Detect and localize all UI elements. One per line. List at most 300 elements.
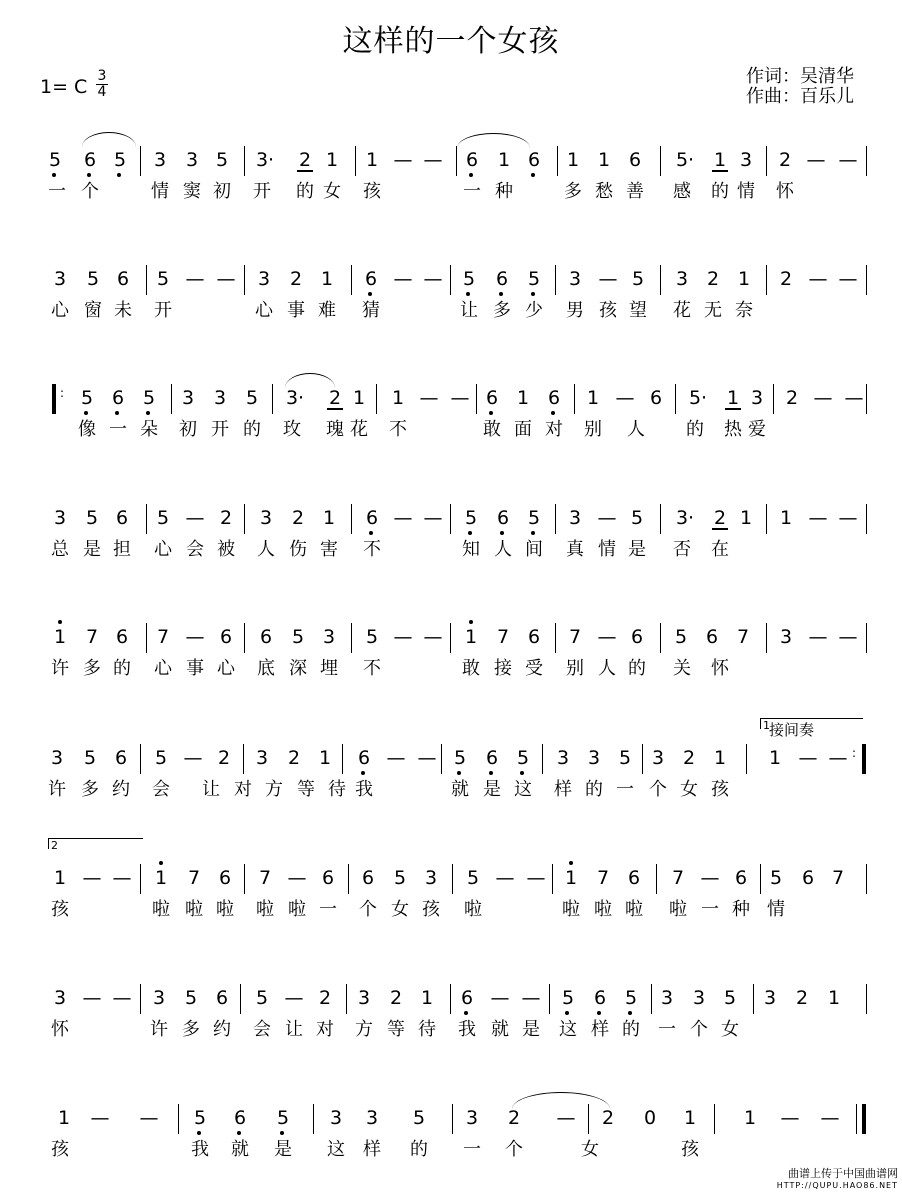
bar-line — [244, 623, 245, 653]
note — [77, 387, 97, 409]
lyric-syllable: 一 — [109, 419, 127, 440]
note-digit: 5 — [675, 149, 689, 171]
note — [417, 987, 437, 1009]
lyric-syllable: 朵 — [140, 419, 158, 440]
note-digit: 3 — [675, 507, 689, 529]
high-octave-dot — [469, 620, 473, 624]
note — [362, 626, 382, 648]
note — [792, 987, 812, 1009]
note-digit: 6 — [593, 987, 607, 1009]
note — [492, 268, 512, 290]
note-digit: — — [490, 987, 510, 1009]
note-digit: 2 — [778, 149, 792, 171]
note-digit: 6 — [115, 626, 129, 648]
bar-line — [557, 146, 558, 176]
note-digit: 3 — [568, 507, 582, 529]
note-digit: 5 — [393, 867, 407, 889]
lyric-syllable: 多 — [493, 300, 511, 321]
note-digit: — — [393, 507, 413, 529]
lyric-syllable: 会 — [186, 539, 204, 560]
note-digit: — — [597, 626, 617, 648]
note — [584, 747, 604, 769]
lyric-syllable: 男 — [566, 300, 584, 321]
augmentation-dot: · — [268, 149, 275, 171]
note — [54, 1107, 74, 1129]
lyric-syllable: 担 — [113, 539, 131, 560]
note — [393, 268, 413, 290]
note-digit: 5 — [516, 747, 530, 769]
note — [648, 747, 668, 769]
note — [450, 387, 470, 409]
lyric-syllable: 开 — [253, 181, 271, 202]
slur-tie — [512, 1092, 610, 1109]
note-digit: 2 — [706, 268, 720, 290]
lyric-syllable: 一 — [701, 899, 719, 920]
lyricist-credit: 作词：吴清华 — [746, 66, 854, 87]
note — [423, 268, 443, 290]
note-digit: 6 — [705, 626, 719, 648]
note-digit: 6 — [111, 387, 125, 409]
note — [178, 387, 198, 409]
bar-line — [313, 1104, 314, 1134]
lyric-syllable: 多 — [83, 658, 101, 679]
note-digit: 5 — [462, 268, 476, 290]
note-digit: 5 — [618, 747, 632, 769]
note-digit: 2 — [389, 987, 403, 1009]
note-digit: 6 — [460, 987, 474, 1009]
bar-line — [342, 744, 343, 774]
lyric-syllable: 多 — [81, 779, 99, 800]
lyric-syllable: 开 — [154, 300, 172, 321]
lyric-syllable: 方 — [265, 779, 283, 800]
note — [597, 507, 617, 529]
lyric-syllable: 我 — [191, 1139, 209, 1160]
lyric-syllable: 啦 — [216, 899, 234, 920]
note-digit: 5 — [276, 1107, 290, 1129]
note-digit: 5 — [215, 149, 229, 171]
lyric-syllable: 一 — [658, 1019, 676, 1040]
lyric-syllable: 接 — [494, 658, 512, 679]
note — [544, 387, 564, 409]
note-digit: 5 — [561, 987, 575, 1009]
note-digit: 1 — [713, 747, 727, 769]
note — [734, 268, 754, 290]
note-digit: 6 — [114, 747, 128, 769]
lyric-syllable: 是 — [628, 539, 646, 560]
lyric-syllable: 是 — [483, 779, 501, 800]
note-digit: — — [386, 747, 406, 769]
repeat-start-bar — [52, 384, 56, 414]
note-digit: 5 — [674, 626, 688, 648]
note-digit: 5 — [80, 387, 94, 409]
bar-line — [355, 146, 356, 176]
lyric-syllable: 一 — [319, 899, 337, 920]
note — [524, 268, 544, 290]
lyric-syllable: 总 — [51, 539, 69, 560]
note-digit: 5 — [769, 867, 783, 889]
note — [423, 507, 443, 529]
note-digit: 5 — [48, 149, 62, 171]
note — [672, 268, 692, 290]
note — [110, 149, 130, 171]
bar-line — [866, 864, 867, 894]
note — [151, 867, 171, 889]
lyric-syllable: 初 — [213, 181, 231, 202]
note — [82, 867, 102, 889]
note — [838, 626, 858, 648]
note-digit: 1 — [597, 149, 611, 171]
bar-line — [450, 265, 451, 295]
note — [184, 867, 204, 889]
lyric-syllable: 一 — [463, 181, 481, 202]
time-signature-bottom: 4 — [97, 84, 107, 100]
note-digit: 6 — [527, 149, 541, 171]
note — [668, 867, 688, 889]
note — [325, 387, 345, 409]
note — [215, 867, 235, 889]
note — [113, 268, 133, 290]
lyric-syllable: 方 — [355, 1019, 373, 1040]
note-digit: 6 — [364, 268, 378, 290]
note-digit: 3 — [750, 387, 764, 409]
staff-row — [0, 387, 902, 478]
note-digit: — — [183, 747, 203, 769]
note-digit: — — [419, 387, 439, 409]
note-digit: 6 — [485, 387, 499, 409]
bar-line — [656, 864, 657, 894]
lyric-syllable: 个 — [81, 181, 99, 202]
note-digit: 5 — [464, 507, 478, 529]
note — [318, 867, 338, 889]
lyric-syllable: 关 — [673, 658, 691, 679]
note-digit: 6 — [527, 626, 541, 648]
bar-line — [140, 864, 141, 894]
bar-line — [243, 744, 244, 774]
eighth-underline — [725, 408, 741, 410]
staff-row — [0, 626, 902, 717]
lyric-syllable: 我 — [458, 1019, 476, 1040]
lyric-syllable: 瑰 — [326, 419, 344, 440]
augmentation-dot: · — [298, 387, 305, 409]
note-digit: 5 — [631, 268, 645, 290]
note-digit: 2 — [291, 507, 305, 529]
note — [679, 747, 699, 769]
lyric-syllable: 啦 — [256, 899, 274, 920]
note-digit: — — [820, 1107, 840, 1129]
note-digit: 3 — [257, 268, 271, 290]
lyric-syllable: 心 — [217, 658, 235, 679]
note-digit: 3 — [365, 1107, 379, 1129]
lyric-syllable: 一 — [616, 779, 634, 800]
note-digit: 6 — [115, 507, 129, 529]
note — [83, 268, 103, 290]
lyric-syllable: 就 — [451, 779, 469, 800]
note-digit: 3 — [587, 747, 601, 769]
note-digit: 6 — [496, 507, 510, 529]
lyric-syllable: 人 — [494, 539, 512, 560]
note-digit: 1 — [391, 387, 405, 409]
note-digit: 6 — [259, 626, 273, 648]
note — [808, 507, 828, 529]
note-digit: 3 — [153, 149, 167, 171]
note-digit: 1 — [779, 507, 793, 529]
note-digit: — — [393, 149, 413, 171]
bar-line — [866, 384, 867, 414]
note — [504, 1107, 524, 1129]
note — [216, 507, 236, 529]
note — [733, 626, 753, 648]
note — [254, 268, 274, 290]
note-digit: 1 — [365, 149, 379, 171]
note — [185, 268, 205, 290]
note — [700, 867, 720, 889]
note — [80, 149, 100, 171]
note — [598, 1107, 618, 1129]
note — [495, 867, 515, 889]
note-digit: 3 — [424, 867, 438, 889]
note — [731, 867, 751, 889]
note-digit: 2 — [318, 987, 332, 1009]
note — [672, 149, 695, 171]
lyric-syllable: 孩 — [599, 300, 617, 321]
note-digit: 3 — [763, 987, 777, 1009]
note — [760, 987, 780, 1009]
bar-line — [766, 623, 767, 653]
lyric-syllable: 一 — [48, 181, 66, 202]
bar-line — [244, 146, 245, 176]
note-digit: — — [798, 747, 818, 769]
note-digit: 6 — [465, 149, 479, 171]
note — [710, 149, 730, 171]
note-digit: 3 — [779, 626, 793, 648]
note-digit: — — [90, 1107, 110, 1129]
lyric-syllable: 花 — [350, 419, 368, 440]
note — [252, 747, 272, 769]
bar-line — [555, 265, 556, 295]
lyric-syllable: 受 — [525, 658, 543, 679]
note-digit: — — [185, 507, 205, 529]
note — [50, 507, 70, 529]
note — [361, 268, 381, 290]
bar-line — [714, 1104, 715, 1134]
bar-line — [866, 623, 867, 653]
note — [524, 626, 544, 648]
note — [671, 626, 691, 648]
note-digit: 2 — [507, 1107, 521, 1129]
note-digit: 1 — [57, 1107, 71, 1129]
lyric-syllable: 的 — [243, 419, 261, 440]
lyric-syllable: 会 — [152, 779, 170, 800]
lyric-syllable: 许 — [51, 658, 69, 679]
note — [255, 867, 275, 889]
note — [112, 867, 132, 889]
note-digit: 3 — [651, 747, 665, 769]
bar-line — [476, 384, 477, 414]
lyric-syllable: 窗 — [84, 300, 102, 321]
note — [190, 1107, 210, 1129]
lyric-syllable: 啦 — [562, 899, 580, 920]
augmentation-dot: · — [688, 507, 695, 529]
lyric-syllable: 个 — [649, 779, 667, 800]
lyric-syllable: 等 — [297, 779, 315, 800]
note-digit: 1 — [352, 387, 366, 409]
volta-second — [48, 838, 143, 852]
note-digit: — — [838, 626, 858, 648]
eighth-underline — [297, 170, 313, 172]
lyric-syllable: 埋 — [320, 658, 338, 679]
note — [813, 387, 833, 409]
note-digit: 5 — [113, 149, 127, 171]
note — [90, 1107, 110, 1129]
note — [112, 507, 132, 529]
bar-line — [766, 146, 767, 176]
note-digit: 3 — [329, 1107, 343, 1129]
note — [390, 867, 410, 889]
bar-line — [746, 744, 747, 774]
lyric-syllable: 女 — [391, 899, 409, 920]
staff-row — [0, 507, 902, 598]
staff-row — [0, 149, 902, 240]
bar-line — [348, 864, 349, 894]
bar-line — [351, 623, 352, 653]
note — [181, 987, 201, 1009]
low-octave-dot — [531, 173, 535, 177]
note — [214, 747, 234, 769]
lyric-syllable: 少 — [525, 300, 543, 321]
note-digit: 5 — [142, 387, 156, 409]
lyric-syllable: 情 — [151, 181, 169, 202]
note — [493, 507, 513, 529]
lyric-syllable: 女 — [323, 181, 341, 202]
note — [50, 867, 70, 889]
lyric-syllable: 事 — [186, 658, 204, 679]
note — [561, 867, 581, 889]
bar-line — [675, 384, 676, 414]
note — [461, 626, 481, 648]
footer-url: HTTP://QUPU.HAO86.NET — [776, 1181, 898, 1190]
high-octave-dot — [58, 620, 62, 624]
note — [765, 747, 785, 769]
note-digit: 5 — [86, 268, 100, 290]
note-digit: — — [598, 268, 618, 290]
lyric-syllable: 是 — [522, 1019, 540, 1040]
lyric-syllable: 是 — [83, 539, 101, 560]
lyric-syllable: 女 — [680, 779, 698, 800]
lyric-syllable: 事 — [287, 300, 305, 321]
note — [680, 1107, 700, 1129]
note-digit: 2 — [328, 387, 342, 409]
bar-line — [642, 744, 643, 774]
lyric-syllable: 的 — [628, 658, 646, 679]
lyric-syllable: 许 — [48, 779, 66, 800]
note — [838, 149, 858, 171]
note — [689, 987, 709, 1009]
note — [583, 387, 603, 409]
note-digit: 3 — [739, 149, 753, 171]
lyric-syllable: 花 — [673, 300, 691, 321]
bar-line — [171, 384, 172, 414]
lyric-syllable: 个 — [359, 899, 377, 920]
note — [723, 387, 743, 409]
lyric-syllable: 的 — [622, 1019, 640, 1040]
note — [151, 747, 171, 769]
time-signature-top: 3 — [97, 68, 107, 84]
lyric-syllable: 啦 — [185, 899, 203, 920]
lyric-syllable: 孩 — [681, 1139, 699, 1160]
lyric-syllable: 不 — [363, 658, 381, 679]
note — [183, 747, 203, 769]
lyric-syllable: 在 — [711, 539, 729, 560]
note — [149, 987, 169, 1009]
note — [286, 268, 306, 290]
lyric-syllable: 让 — [202, 779, 220, 800]
note-digit: 5 — [85, 507, 99, 529]
note-digit: 5 — [193, 1107, 207, 1129]
note — [710, 747, 730, 769]
note-digit: 1 — [566, 149, 580, 171]
note — [615, 387, 635, 409]
note-digit: — — [806, 149, 826, 171]
note — [230, 1107, 250, 1129]
note — [315, 987, 335, 1009]
note — [702, 626, 722, 648]
note — [45, 149, 65, 171]
note-digit: 7 — [156, 626, 170, 648]
note-digit: — — [838, 268, 858, 290]
bar-line — [660, 146, 661, 176]
note-digit: 6 — [628, 149, 642, 171]
note — [672, 507, 695, 529]
volta-first-number: 1 — [763, 719, 770, 732]
lyric-syllable: 啦 — [288, 899, 306, 920]
note-digit: 3 — [152, 987, 166, 1009]
note — [256, 626, 276, 648]
note — [844, 387, 864, 409]
lyric-syllable: 孩 — [51, 1139, 69, 1160]
note-digit: — — [808, 626, 828, 648]
lyric-syllable: 的 — [113, 658, 131, 679]
note-digit: 5 — [624, 987, 638, 1009]
lyric-syllable: 这 — [514, 779, 532, 800]
note — [326, 1107, 346, 1129]
note-digit: 3 — [53, 507, 67, 529]
bar-line — [866, 504, 867, 534]
note-digit: 1 — [322, 507, 336, 529]
note-digit: 5 — [245, 387, 259, 409]
bar-line — [146, 504, 147, 534]
note — [736, 149, 756, 171]
bar-line — [450, 623, 451, 653]
note — [139, 387, 159, 409]
lyric-syllable: 难 — [318, 300, 336, 321]
note-digit: 7 — [258, 867, 272, 889]
lyric-syllable: 别 — [566, 658, 584, 679]
note — [362, 149, 382, 171]
note — [838, 507, 858, 529]
lyric-syllable: 感 — [673, 181, 691, 202]
lyric-syllable: 的 — [585, 779, 603, 800]
lyric-syllable: 啦 — [464, 899, 482, 920]
note — [315, 747, 335, 769]
lyric-syllable: 像 — [78, 419, 96, 440]
note — [393, 507, 413, 529]
lyric-syllable: 啦 — [594, 899, 612, 920]
lyric-syllable: 别 — [584, 419, 602, 440]
note-digit: 0 — [643, 1107, 657, 1129]
note-digit: — — [615, 387, 635, 409]
note — [47, 747, 67, 769]
note-digit: — — [82, 867, 102, 889]
